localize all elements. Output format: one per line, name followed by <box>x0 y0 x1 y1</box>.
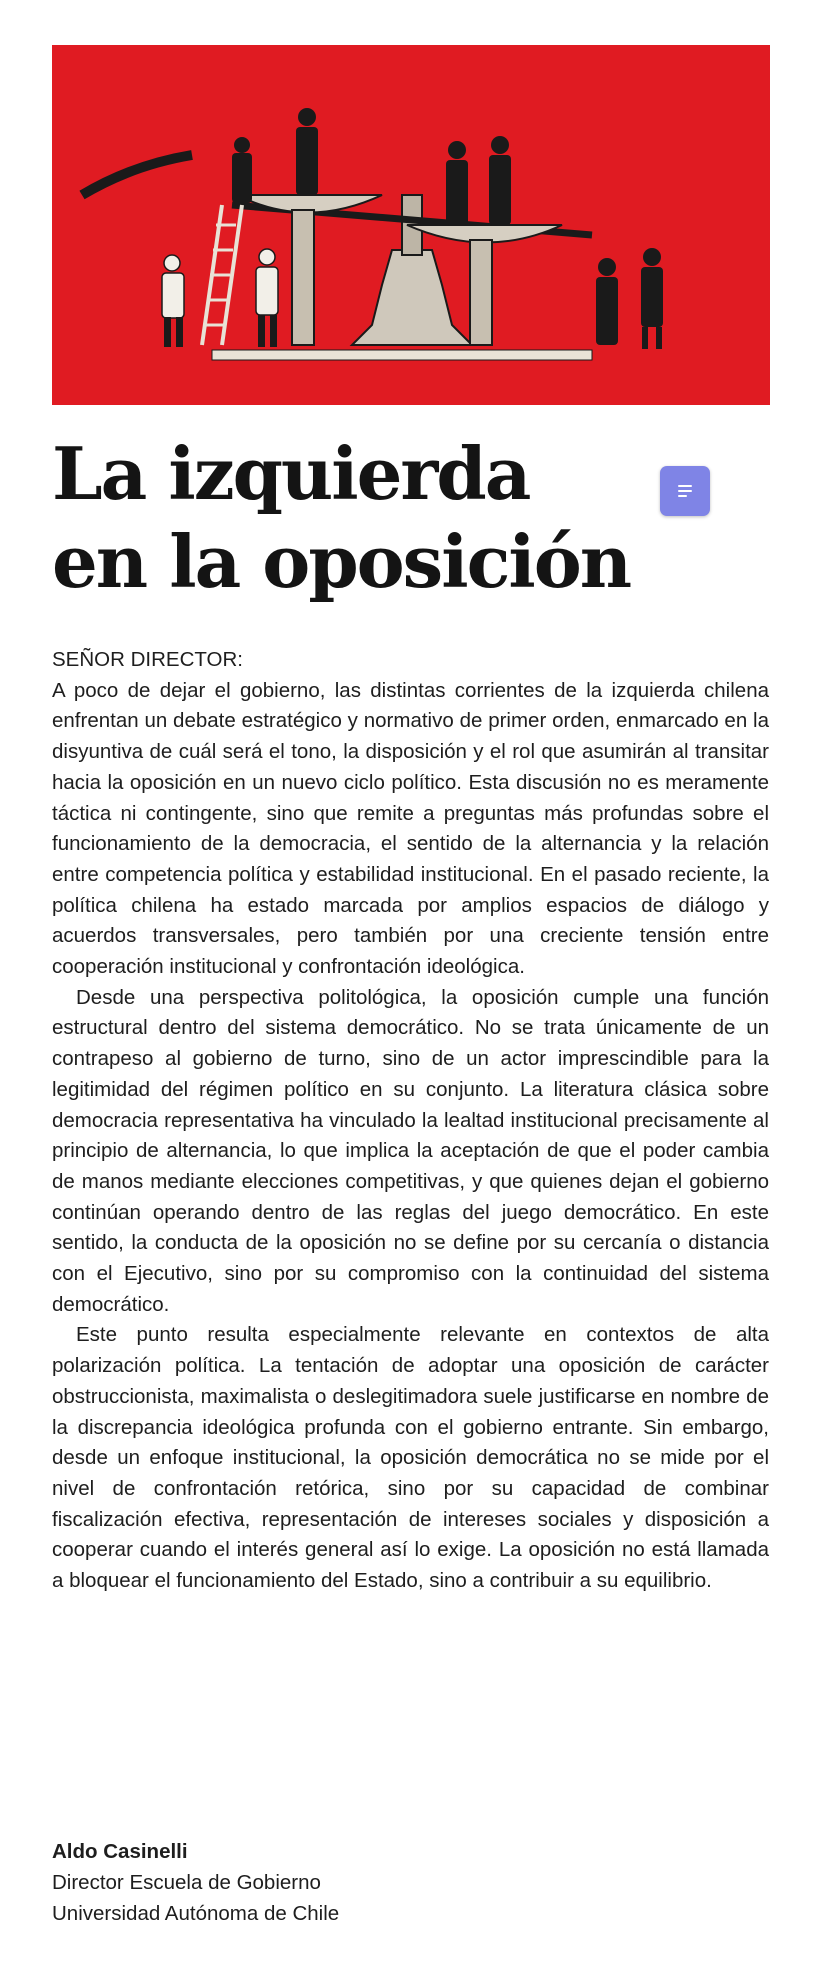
paragraph-1: A poco de dejar el gobierno, las distintas corrientes de la izquierda chilena enfrentan un debate estratégico y normativo de primer orden, enmarcado en la disyuntiva de cuál será el tono, la disposición y el rol que asumirán al transitar hacia la oposición en un nuevo ciclo político. Esta discusión no es meramente táctica ni contingente, sino que remite a preguntas más profundas sobre el funcionamiento de la democracia, el sentido de la alternancia y la relación entre competencia política y estabilidad institucional. En el pasado reciente, la política chilena ha estado marcada por amplios espacios de diálogo y acuerdos transversales, pero también por una creciente tensión entre cooperación institucional y confrontación ideológica. <box>52 678 769 979</box>
author-name: Aldo Casinelli <box>52 1840 188 1863</box>
paragraph-3: Este punto resulta especialmente relevante en contextos de alta polarización política. La tentación de adoptar una oposición de carácter obstruccionista, maximalista o deslegitimadora suele justificarse en nombre de la discrepancia ideológica profunda con el gobierno entrante. Sin embargo, desde un enfoque institucional, la oposición democrática no se mide por el nivel de confrontación retórica, sino por su capacidad de combinar fiscalización efectiva, representación de intereses sociales y disposición a cooperar cuando el interés general así lo exige. La oposición no está llamada a bloquear el funcionamiento del Estado, sino a contribuir a su equilibrio. <box>52 1323 769 1593</box>
scales-of-power-illustration <box>52 45 770 405</box>
headline-line-1: La izquierda <box>52 431 530 516</box>
signature-block <box>52 1836 769 1929</box>
author-organization: Universidad Autónoma de Chile <box>52 1902 340 1925</box>
headline-line-2: en la oposición <box>52 519 631 604</box>
letter-body <box>52 645 769 1597</box>
reader-menu-button[interactable] <box>660 466 710 516</box>
salutation: SEÑOR DIRECTOR: <box>52 648 243 671</box>
menu-lines-icon <box>678 482 692 500</box>
author-role: Director Escuela de Gobierno <box>52 1871 321 1894</box>
paragraph-2: Desde una perspectiva politológica, la oposición cumple una función estructural dentro del sistema democrático. No se trata únicamente de un contrapeso al gobierno de turno, sino de un actor imprescindible para la legitimidad del régimen político en su conjunto. La literatura clásica sobre democracia representativa ha vinculado la lealtad institucional precisamente al principio de alternancia, lo que implica la aceptación de que el poder cambia de manos mediante elecciones competitivas, y que quienes dejan el gobierno continúan operando dentro de las reglas del juego democrático. En este sentido, la conducta de la oposición no se define por su cercanía o distancia con el Ejecutivo, sino por su compromiso con la continuidad del sistema democrático. <box>52 985 769 1316</box>
editorial-illustration <box>52 45 770 405</box>
headline <box>52 430 732 606</box>
